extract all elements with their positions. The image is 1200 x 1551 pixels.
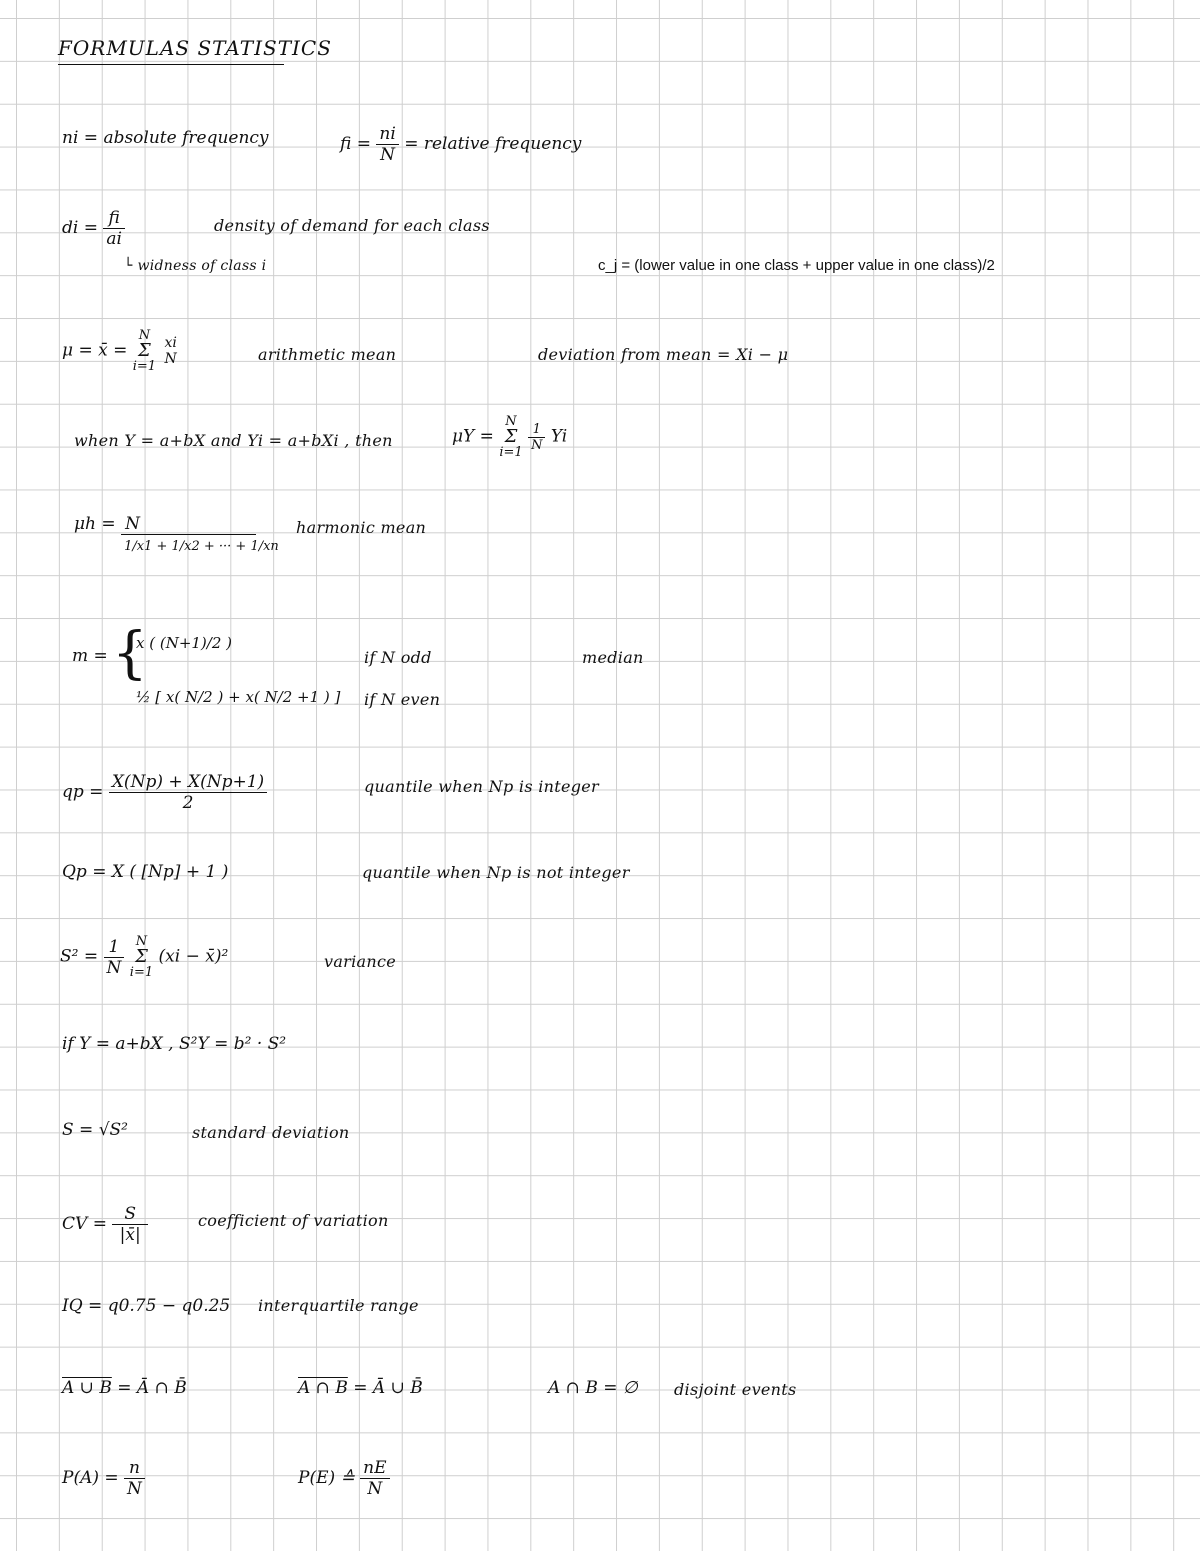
fi-num: ni (376, 124, 398, 145)
variance-label: variance (324, 952, 397, 971)
iq-label: interquartile range (258, 1296, 419, 1315)
relative-frequency-formula (340, 124, 581, 165)
variance-sum-top: N (135, 934, 148, 949)
iq-formula: IQ = q0.75 − q0.25 (62, 1296, 231, 1316)
di-lhs: di = (62, 218, 98, 238)
harmonic-lhs: μh = (74, 514, 116, 534)
harmonic-den: 1/x1 + 1/x2 + ··· + 1/xn (124, 539, 279, 554)
cv-fraction (112, 1204, 148, 1245)
quantile-not-integer-formula: Qp = X ( [Np] + 1 ) (62, 862, 229, 882)
linear-sum-bottom: i=1 (499, 445, 523, 460)
mean-sum (133, 328, 156, 374)
median-case-odd: x ( (N+1)/2 ) (136, 634, 233, 652)
variance-sum (130, 934, 153, 980)
arithmetic-mean-formula (62, 328, 180, 374)
standard-deviation-label: standard deviation (192, 1123, 350, 1142)
prob-a-den: N (127, 1479, 142, 1499)
quantile-int-lhs: qp = (62, 782, 104, 802)
cv-label: coefficient of variation (198, 1211, 389, 1230)
median-case-even: ½ [ x( N/2 ) + x( N/2 +1 ) ] (136, 688, 341, 706)
harmonic-mean-label: harmonic mean (296, 518, 427, 537)
mean-den: N (164, 351, 177, 367)
linear-sum-top: N (505, 414, 517, 429)
intersection-rhs: = Ā ∪ B̄ (353, 1378, 423, 1398)
quantile-int-den: 2 (182, 793, 194, 813)
cv-lhs: CV = (62, 1214, 107, 1234)
linear-num: 1 (528, 422, 545, 438)
density-label: density of demand for each class (214, 216, 490, 235)
quantile-not-integer-label: quantile when Np is not integer (362, 863, 630, 882)
variance-linear-formula: if Y = a+bX , S²Y = b² · S² (62, 1034, 287, 1054)
cv-formula (62, 1204, 148, 1245)
union-lhs: A ∪ B (62, 1378, 112, 1398)
class-width-note: └ widness of class i (124, 258, 267, 274)
linear-mean-formula (452, 414, 567, 460)
variance-sum-bottom: i=1 (129, 965, 154, 980)
prob-a-fraction (124, 1458, 145, 1499)
variance-tail: (xi − x̄)² (158, 946, 229, 967)
de-morgan-intersection (298, 1378, 423, 1398)
arithmetic-mean-label: arithmetic mean (258, 345, 397, 364)
page-title: FORMULAS STATISTICS (58, 36, 332, 60)
prob-a-lhs: P(A) = (62, 1468, 119, 1488)
quantile-int-fraction (109, 772, 267, 813)
harmonic-num: N (121, 514, 256, 535)
mean-lhs: μ = x̄ = (62, 340, 128, 361)
standard-deviation-formula: S = √S² (62, 1120, 128, 1140)
mean-sum-symbol: Σ (138, 340, 151, 361)
harmonic-mean-formula (74, 514, 282, 554)
linear-mean-lhs: μY = (452, 426, 494, 447)
linear-fraction (528, 422, 545, 453)
harmonic-fraction (121, 514, 282, 554)
prob-a-num: n (124, 1458, 145, 1479)
mean-fraction (161, 335, 179, 367)
density-formula (62, 208, 125, 249)
union-rhs: = Ā ∩ B̄ (117, 1378, 187, 1398)
median-cond-even: if N even (364, 690, 441, 709)
linear-sum (499, 414, 522, 460)
disjoint-formula: A ∩ B = ∅ (548, 1378, 638, 1398)
de-morgan-union (62, 1378, 187, 1398)
variance-lhs: S² = (60, 946, 99, 967)
cv-den: |x̄| (119, 1225, 141, 1245)
linear-transform-text: when Y = a+bX and Yi = a+bXi , then (74, 431, 393, 450)
mean-sum-bottom: i=1 (132, 359, 157, 374)
mean-num: xi (164, 335, 177, 351)
absolute-frequency-formula: ni = absolute frequency (62, 128, 269, 148)
linear-tail: Yi (550, 426, 568, 447)
variance-num: 1 (104, 937, 125, 958)
fi-fraction (376, 124, 398, 165)
median-label: median (582, 648, 644, 667)
quantile-integer-formula (62, 772, 267, 813)
median-cond-odd: if N odd (364, 648, 432, 667)
fi-den: N (380, 145, 396, 165)
di-num: fi (103, 208, 125, 229)
prob-e-lhs: P(E) ≙ (298, 1468, 355, 1488)
linear-sum-symbol: Σ (504, 426, 518, 447)
intersection-lhs: A ∩ B (298, 1378, 348, 1398)
deviation-from-mean: deviation from mean = Xi − μ (538, 345, 789, 364)
probability-event-formula (298, 1458, 390, 1499)
quantile-integer-label: quantile when Np is integer (364, 777, 599, 796)
title-underline (58, 64, 284, 65)
median-lhs: m = (72, 646, 108, 666)
fi-label: = relative frequency (404, 134, 582, 154)
variance-fraction (104, 937, 125, 978)
median-brace: { (112, 621, 148, 686)
prob-e-den: N (367, 1479, 383, 1499)
class-mark-formula: c_j = (lower value in one class + upper value in one class)/2 (598, 257, 995, 274)
variance-sum-symbol: Σ (135, 946, 148, 967)
mean-sum-top: N (138, 328, 151, 343)
quantile-int-num: X(Np) + X(Np+1) (109, 772, 267, 793)
probability-formula (62, 1458, 145, 1499)
variance-formula (60, 934, 228, 980)
fi-lhs: fi = (340, 134, 371, 154)
cv-num: S (112, 1204, 148, 1225)
variance-den: N (106, 957, 122, 978)
linear-den: N (531, 437, 543, 453)
di-fraction (103, 208, 125, 249)
prob-e-fraction (360, 1458, 389, 1499)
disjoint-label: disjoint events (674, 1380, 797, 1399)
prob-e-num: nE (360, 1458, 389, 1479)
di-den: ai (106, 229, 122, 249)
